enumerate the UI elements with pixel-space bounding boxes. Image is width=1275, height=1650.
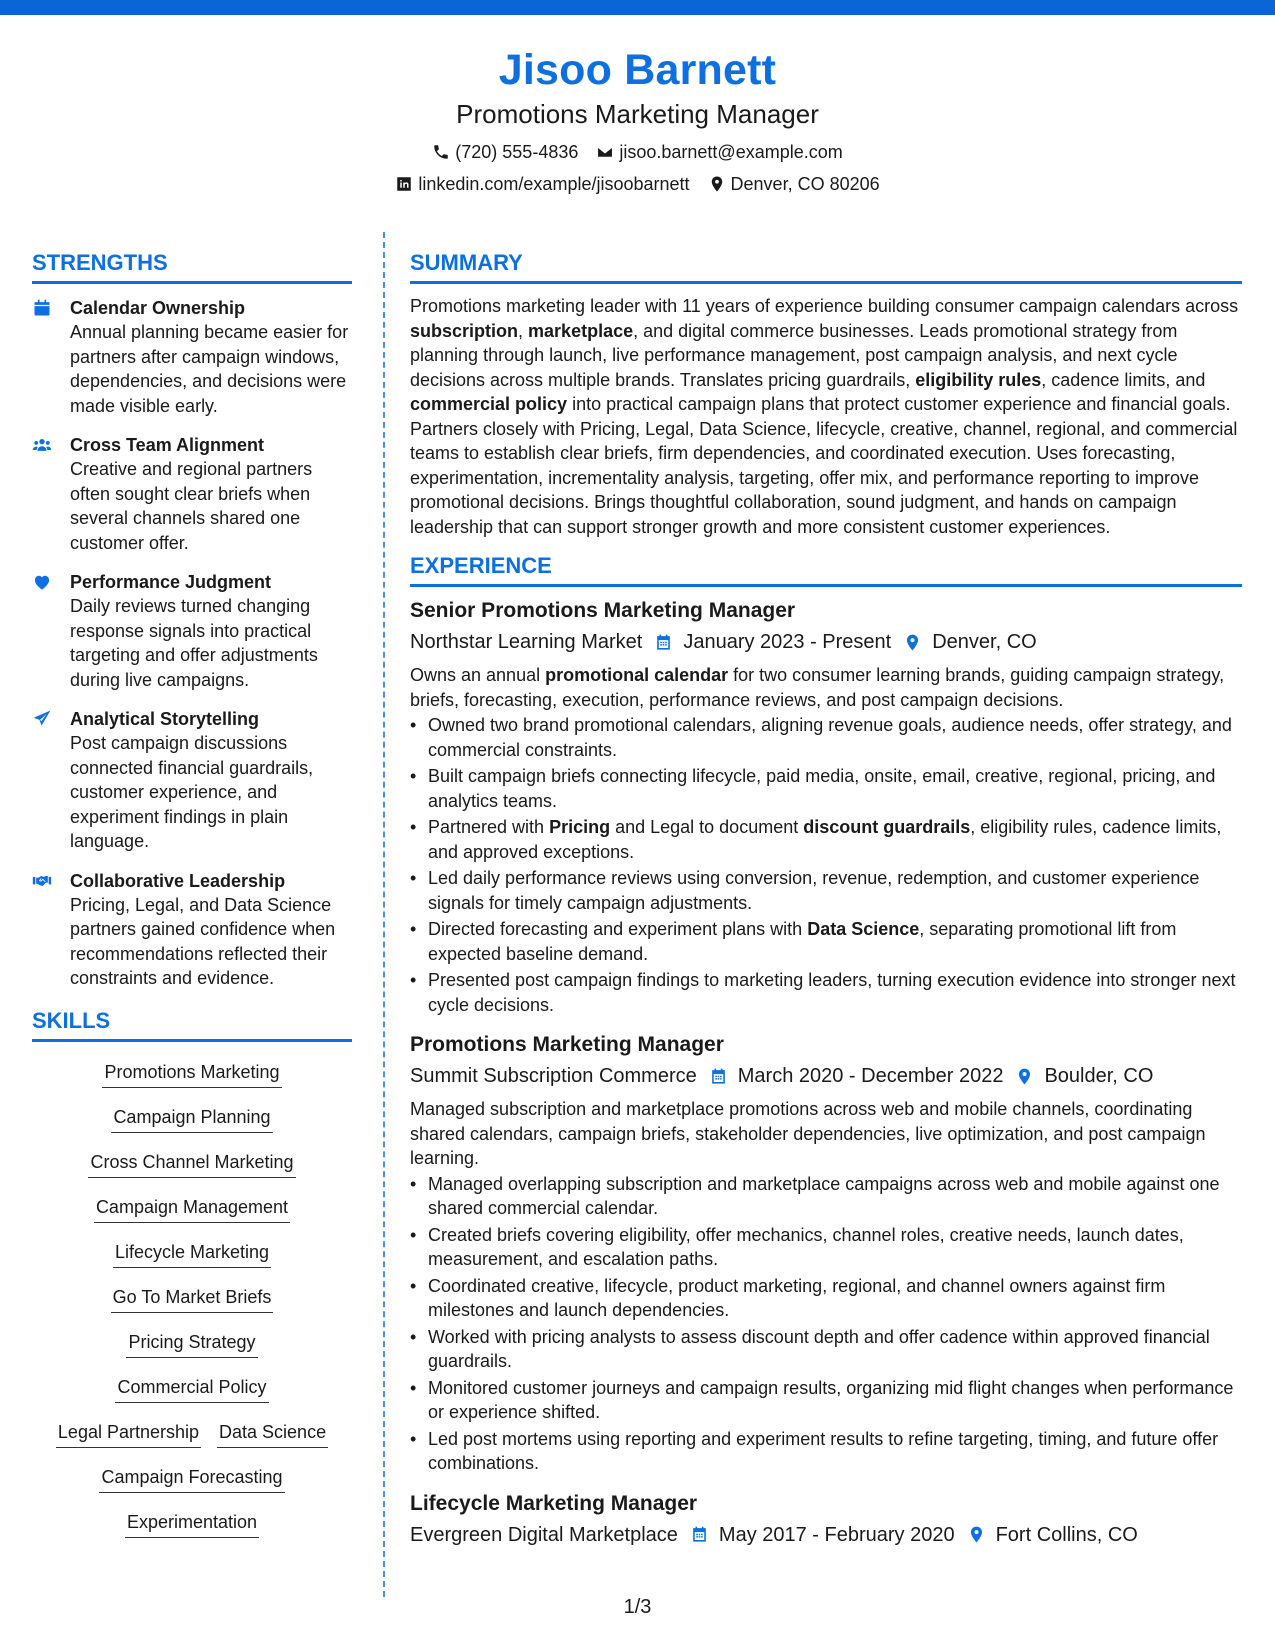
company-name: Evergreen Digital Marketplace — [410, 1523, 678, 1546]
skill-row — [32, 1142, 352, 1187]
job-entry — [410, 597, 1242, 1017]
experience-list — [410, 597, 1242, 1549]
contact-row-2 — [0, 172, 1275, 196]
skill-tag: Experimentation — [125, 1510, 259, 1538]
date-range: May 2017 - February 2020 — [718, 1523, 955, 1546]
users-icon — [32, 435, 52, 455]
location-text: Boulder, CO — [1044, 1065, 1154, 1087]
company — [410, 1521, 678, 1549]
skill-row — [32, 1322, 352, 1367]
skill-tag: Campaign Management — [94, 1195, 290, 1223]
skill-tag: Commercial Policy — [115, 1375, 268, 1403]
job-location — [903, 628, 1036, 656]
strength-item — [32, 296, 352, 418]
skill-tag: Data Science — [217, 1420, 328, 1448]
job-entry — [410, 1031, 1242, 1476]
skill-row — [32, 1052, 352, 1097]
envelope-icon — [596, 143, 614, 161]
map-pin-icon — [967, 1525, 986, 1544]
job-bullets — [410, 713, 1242, 1017]
page-number: 1/3 — [623, 1596, 652, 1618]
bullet-item: • Created briefs covering eligibility, offer mechanics, channel roles, creative needs, launch dates, measurement, and escalation paths. — [410, 1223, 1242, 1272]
company — [410, 628, 642, 656]
linkedin-icon — [395, 175, 413, 193]
skills-list — [32, 1052, 352, 1547]
location-text: Denver, CO — [932, 631, 1037, 653]
skills-heading: SKILLS — [32, 1008, 352, 1042]
left-column — [32, 250, 352, 1547]
job-meta — [410, 1521, 1242, 1549]
strength-title: Cross Team Alignment — [70, 435, 265, 455]
bullet-item: • Directed forecasting and experiment plans with Data Science, separating promotional lift from expected baseline demand. — [410, 917, 1242, 966]
email-text[interactable]: jisoo.barnett@example.com — [619, 142, 843, 162]
strength-desc: Creative and regional partners often sought clear briefs when several channels shared one customer offer. — [70, 459, 313, 553]
calendar-icon — [32, 298, 52, 318]
skill-tag: Go To Market Briefs — [111, 1285, 274, 1313]
strengths-list — [32, 296, 352, 991]
date-range: January 2023 - Present — [683, 631, 892, 653]
job-location — [1015, 1062, 1153, 1090]
job-title: Senior Promotions Marketing Manager — [410, 599, 796, 622]
strength-title: Calendar Ownership — [70, 298, 246, 318]
bullet-item: • Worked with pricing analysts to assess discount depth and offer cadence within approved financial guardrails. — [410, 1325, 1242, 1374]
strength-item — [32, 707, 352, 854]
job-dates — [709, 1062, 1004, 1090]
email-item[interactable] — [596, 140, 842, 164]
strength-title: Analytical Storytelling — [70, 709, 260, 729]
strength-title: Performance Judgment — [70, 572, 272, 592]
bullet-item: • Monitored customer journeys and campaign results, organizing mid flight changes when performance or experience shifted. — [410, 1376, 1242, 1425]
skill-tag: Cross Channel Marketing — [88, 1150, 295, 1178]
phone-icon — [432, 143, 450, 161]
calendar-icon — [690, 1525, 709, 1544]
skill-row — [32, 1502, 352, 1547]
bullet-item: • Owned two brand promotional calendars, aligning revenue goals, audience needs, offer strategy, and commercial constraints. — [410, 713, 1242, 762]
job-dates — [690, 1521, 955, 1549]
skill-tag: Pricing Strategy — [126, 1330, 257, 1358]
phone-item — [432, 140, 578, 164]
resume-header — [0, 44, 1275, 196]
strength-item — [32, 433, 352, 555]
strength-item — [32, 869, 352, 991]
job-title: Promotions Marketing Manager — [410, 1033, 724, 1056]
date-range: March 2020 - December 2022 — [737, 1065, 1004, 1087]
bullet-item: • Built campaign briefs connecting lifecycle, paid media, onsite, email, creative, regional, pricing, and analytics teams. — [410, 764, 1242, 813]
skill-tag: Lifecycle Marketing — [113, 1240, 271, 1268]
map-pin-icon — [708, 175, 726, 193]
skill-row — [32, 1412, 352, 1457]
summary-heading: SUMMARY — [410, 250, 1242, 284]
map-pin-icon — [1015, 1067, 1034, 1086]
job-entry — [410, 1490, 1242, 1549]
contact-row-1 — [0, 140, 1275, 164]
bullet-item: • Led daily performance reviews using conversion, revenue, redemption, and customer experience signals for timely campaign adjustments. — [410, 866, 1242, 915]
location-text: Denver, CO 80206 — [730, 174, 880, 194]
location-item — [708, 172, 880, 196]
heart-icon — [32, 572, 52, 592]
strength-desc: Daily reviews turned changing response signals into practical targeting and offer adjustments during live campaigns. — [70, 596, 318, 690]
job-description: Owns an annual promotional calendar for two consumer learning brands, guiding campaign strategy, briefs, forecasting, execution, performance reviews, and post campaign decisions. — [410, 665, 1225, 710]
skill-tag: Promotions Marketing — [102, 1060, 281, 1088]
skill-row — [32, 1277, 352, 1322]
job-bullets — [410, 1172, 1242, 1476]
strength-desc: Pricing, Legal, and Data Science partners gained confidence when recommendations reflected their constraints and evidence. — [70, 894, 336, 988]
company — [410, 1062, 697, 1090]
skill-tag: Campaign Forecasting — [99, 1465, 284, 1493]
bullet-item: • Presented post campaign findings to marketing leaders, turning execution evidence into stronger next cycle decisions. — [410, 968, 1242, 1017]
location-text: Fort Collins, CO — [995, 1523, 1138, 1546]
strengths-heading: STRENGTHS — [32, 250, 352, 284]
skill-tag: Campaign Planning — [111, 1105, 272, 1133]
strength-item — [32, 570, 352, 692]
linkedin-item[interactable] — [395, 172, 689, 196]
phone-text: (720) 555-4836 — [455, 142, 579, 162]
right-column — [410, 250, 1242, 1549]
strength-desc: Post campaign discussions connected financial guardrails, customer experience, and experiment findings in plain language. — [70, 733, 314, 851]
top-accent-bar — [0, 0, 1275, 15]
job-title: Lifecycle Marketing Manager — [410, 1491, 698, 1515]
job-location — [967, 1521, 1138, 1549]
job-description: Managed subscription and marketplace promotions across web and mobile channels, coordinating shared calendars, campaign briefs, stakeholder dependencies, live optimization, and post campaign learning. — [410, 1099, 1206, 1168]
bullet-item: • Partnered with Pricing and Legal to document discount guardrails, eligibility rules, cadence limits, and approved exceptions. — [410, 815, 1242, 864]
calendar-icon — [709, 1067, 728, 1086]
map-pin-icon — [903, 633, 922, 652]
skill-row — [32, 1232, 352, 1277]
skill-row — [32, 1187, 352, 1232]
candidate-name: Jisoo Barnett — [498, 46, 777, 94]
job-dates — [654, 628, 891, 656]
experience-heading: EXPERIENCE — [410, 553, 1242, 587]
bullet-item: • Coordinated creative, lifecycle, product marketing, regional, and channel owners against firm milestones and launch dependencies. — [410, 1274, 1242, 1323]
calendar-icon — [654, 633, 673, 652]
strength-title: Collaborative Leadership — [70, 870, 286, 891]
paper-plane-icon — [32, 709, 52, 729]
company-name: Northstar Learning Market — [410, 631, 643, 653]
linkedin-text[interactable]: linkedin.com/example/jisoobarnett — [418, 174, 690, 194]
handshake-icon — [32, 871, 52, 891]
job-meta — [410, 628, 1242, 656]
column-divider — [383, 232, 385, 1597]
summary-text: Promotions marketing leader with 11 years of experience building consumer campaign calendars across subscription, marketplace, and digital commerce businesses. Leads promotional strategy from planning through launch, live performance management, post campaign analysis, and next cycle decisions across multiple brands. Translates pricing guardrails, eligibility rules, cadence limits, and commercial policy into practical campaign plans that protect customer experience and financial goals. Partners closely with Pricing, Legal, Data Science, lifecycle, creative, channel, regional, and commercial teams to establish clear briefs, firm dependencies, and coordinated execution. Uses forecasting, experimentation, incrementality analysis, targeting, offer mix, and performance reporting to improve promotional decisions. Brings thoughtful collaboration, sound judgment, and hands on campaign leadership that can support stronger growth and more consistent customer experiences. — [410, 296, 1239, 537]
skill-row — [32, 1097, 352, 1142]
candidate-title: Promotions Marketing Manager — [456, 99, 819, 129]
bullet-item: • Managed overlapping subscription and marketplace campaigns across web and mobile against one shared commercial calendar. — [410, 1172, 1242, 1221]
skill-row — [32, 1367, 352, 1412]
bullet-item: • Led post mortems using reporting and experiment results to refine targeting, timing, and future offer combinations. — [410, 1427, 1242, 1476]
skill-row — [32, 1457, 352, 1502]
job-meta — [410, 1062, 1242, 1090]
skill-tag: Legal Partnership — [56, 1420, 201, 1448]
company-name: Summit Subscription Commerce — [410, 1065, 697, 1087]
strength-desc: Annual planning became easier for partners after campaign windows, dependencies, and decisions were made visible early. — [70, 322, 349, 416]
